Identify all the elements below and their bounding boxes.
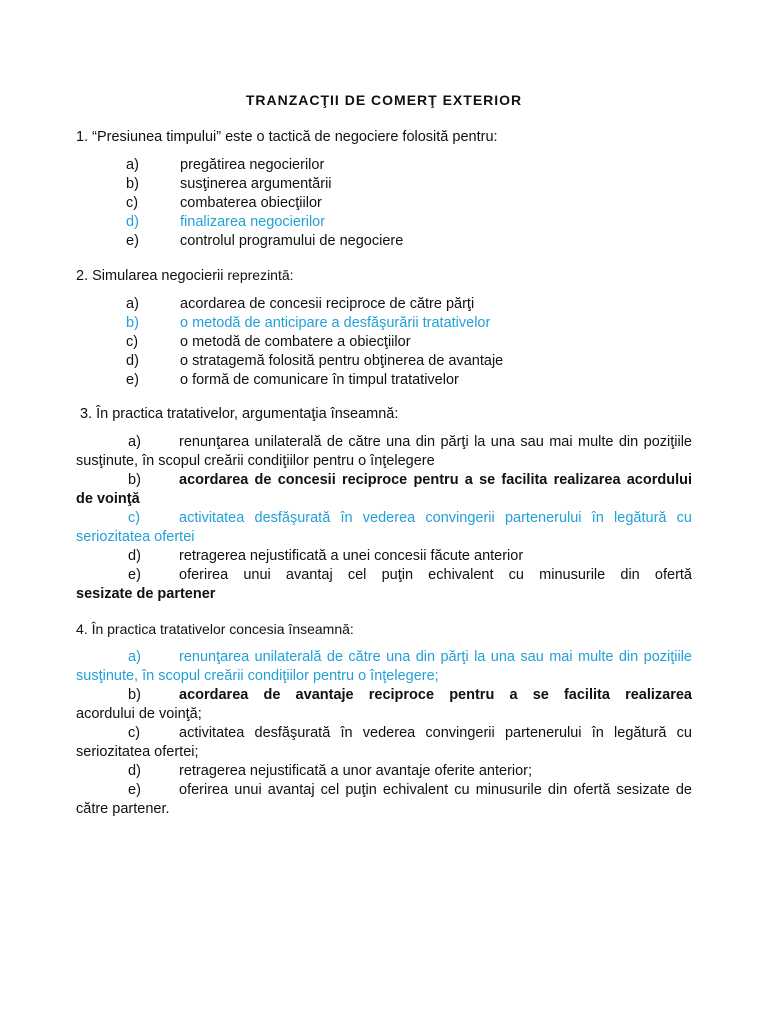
option-4b-continuation: acordului de voinţă;: [76, 706, 202, 722]
option-2a: a) acordarea de concesii reciproce de către părţi: [126, 296, 475, 312]
question-1-number: 1.: [76, 129, 89, 145]
option-3c-highlighted: c) activitatea desfăşurată în vederea convingerii partenerului în legătură cu seriozitatea ofertei: [76, 510, 692, 545]
question-2-prompt: reprezintă:: [223, 267, 294, 283]
question-4-text: 4. În practica tratativelor concesia înseamnă:: [76, 621, 354, 637]
option-3b: b) acordarea de concesii reciproce pentru a se facilita realizarea acordului de voinţă: [76, 472, 692, 507]
question-2-lead: 2. Simularea negocierii: [76, 268, 224, 284]
question-1-options: [126, 156, 692, 251]
question-3-text: [76, 405, 692, 424]
option-4a-highlighted: a) renunţarea unilaterală de către una din părţi la una sau mai multe din poziţiile susţinute, în scopul creării condiţiilor pentru o înţelegere;: [76, 649, 692, 684]
question-4: [76, 620, 692, 819]
option-3a: a) renunţarea unilaterală de către una din părţi la una sau mai multe din poziţiile susţinute, în scopul creării condiţiilor pentru o înţelegere: [76, 434, 692, 469]
option-4d: d) retragerea nejustificată a unor avantaje oferite anterior;: [128, 763, 533, 779]
question-4-options: [76, 648, 692, 819]
option-1b: b) susţinerea argumentării: [126, 176, 332, 192]
option-4e: e) oferirea unui avantaj cel puţin echivalent cu minusurile din ofertă sesizate de către partener.: [76, 782, 692, 817]
question-2-text: [76, 266, 692, 286]
question-1: [76, 128, 692, 251]
option-1a: a) pregătirea negocierilor: [126, 157, 325, 173]
question-2: [76, 266, 692, 390]
option-1d-highlighted: d) finalizarea negocierilor: [126, 214, 326, 230]
question-3-prompt: practica tratativelor, argumentaţia înseamnă:: [108, 406, 399, 422]
question-1-text: [76, 128, 692, 147]
option-3d: d) retragerea nejustificată a unei concesii făcute anterior: [128, 548, 524, 564]
question-3: [76, 405, 692, 604]
option-1c: c) combaterea obiecţiilor: [126, 195, 322, 211]
question-2-options: [126, 295, 692, 390]
question-1-prompt: “Presiunea timpului” este o tactică de negociere folosită pentru:: [92, 129, 498, 145]
option-2d: d) o stratagemă folosită pentru obţinerea de avantaje: [126, 353, 504, 369]
option-3e: e) oferirea unui avantaj cel puţin echivalent cu minusurile din ofertă: [128, 567, 692, 583]
option-4c: c) activitatea desfăşurată în vederea convingerii partenerului în legătură cu seriozitatea ofertei;: [76, 725, 692, 760]
option-2b-highlighted: b) o metodă de anticipare a desfăşurării tratativelor: [126, 315, 491, 331]
option-1e: e) controlul programului de negociere: [126, 233, 404, 249]
option-2c: c) o metodă de combatere a obiecţiilor: [126, 334, 411, 350]
option-2e: e) o formă de comunicare în timpul tratativelor: [126, 372, 459, 388]
question-3-lead: 3. În: [80, 406, 109, 422]
option-4b: b) acordarea de avantaje reciproce pentru a se facilita realizarea: [128, 687, 692, 703]
document-title: TRANZACŢII DE COMERŢ EXTERIOR: [245, 92, 523, 108]
option-3e-continuation: sesizate de partener: [76, 586, 216, 602]
question-3-options: [76, 433, 692, 604]
